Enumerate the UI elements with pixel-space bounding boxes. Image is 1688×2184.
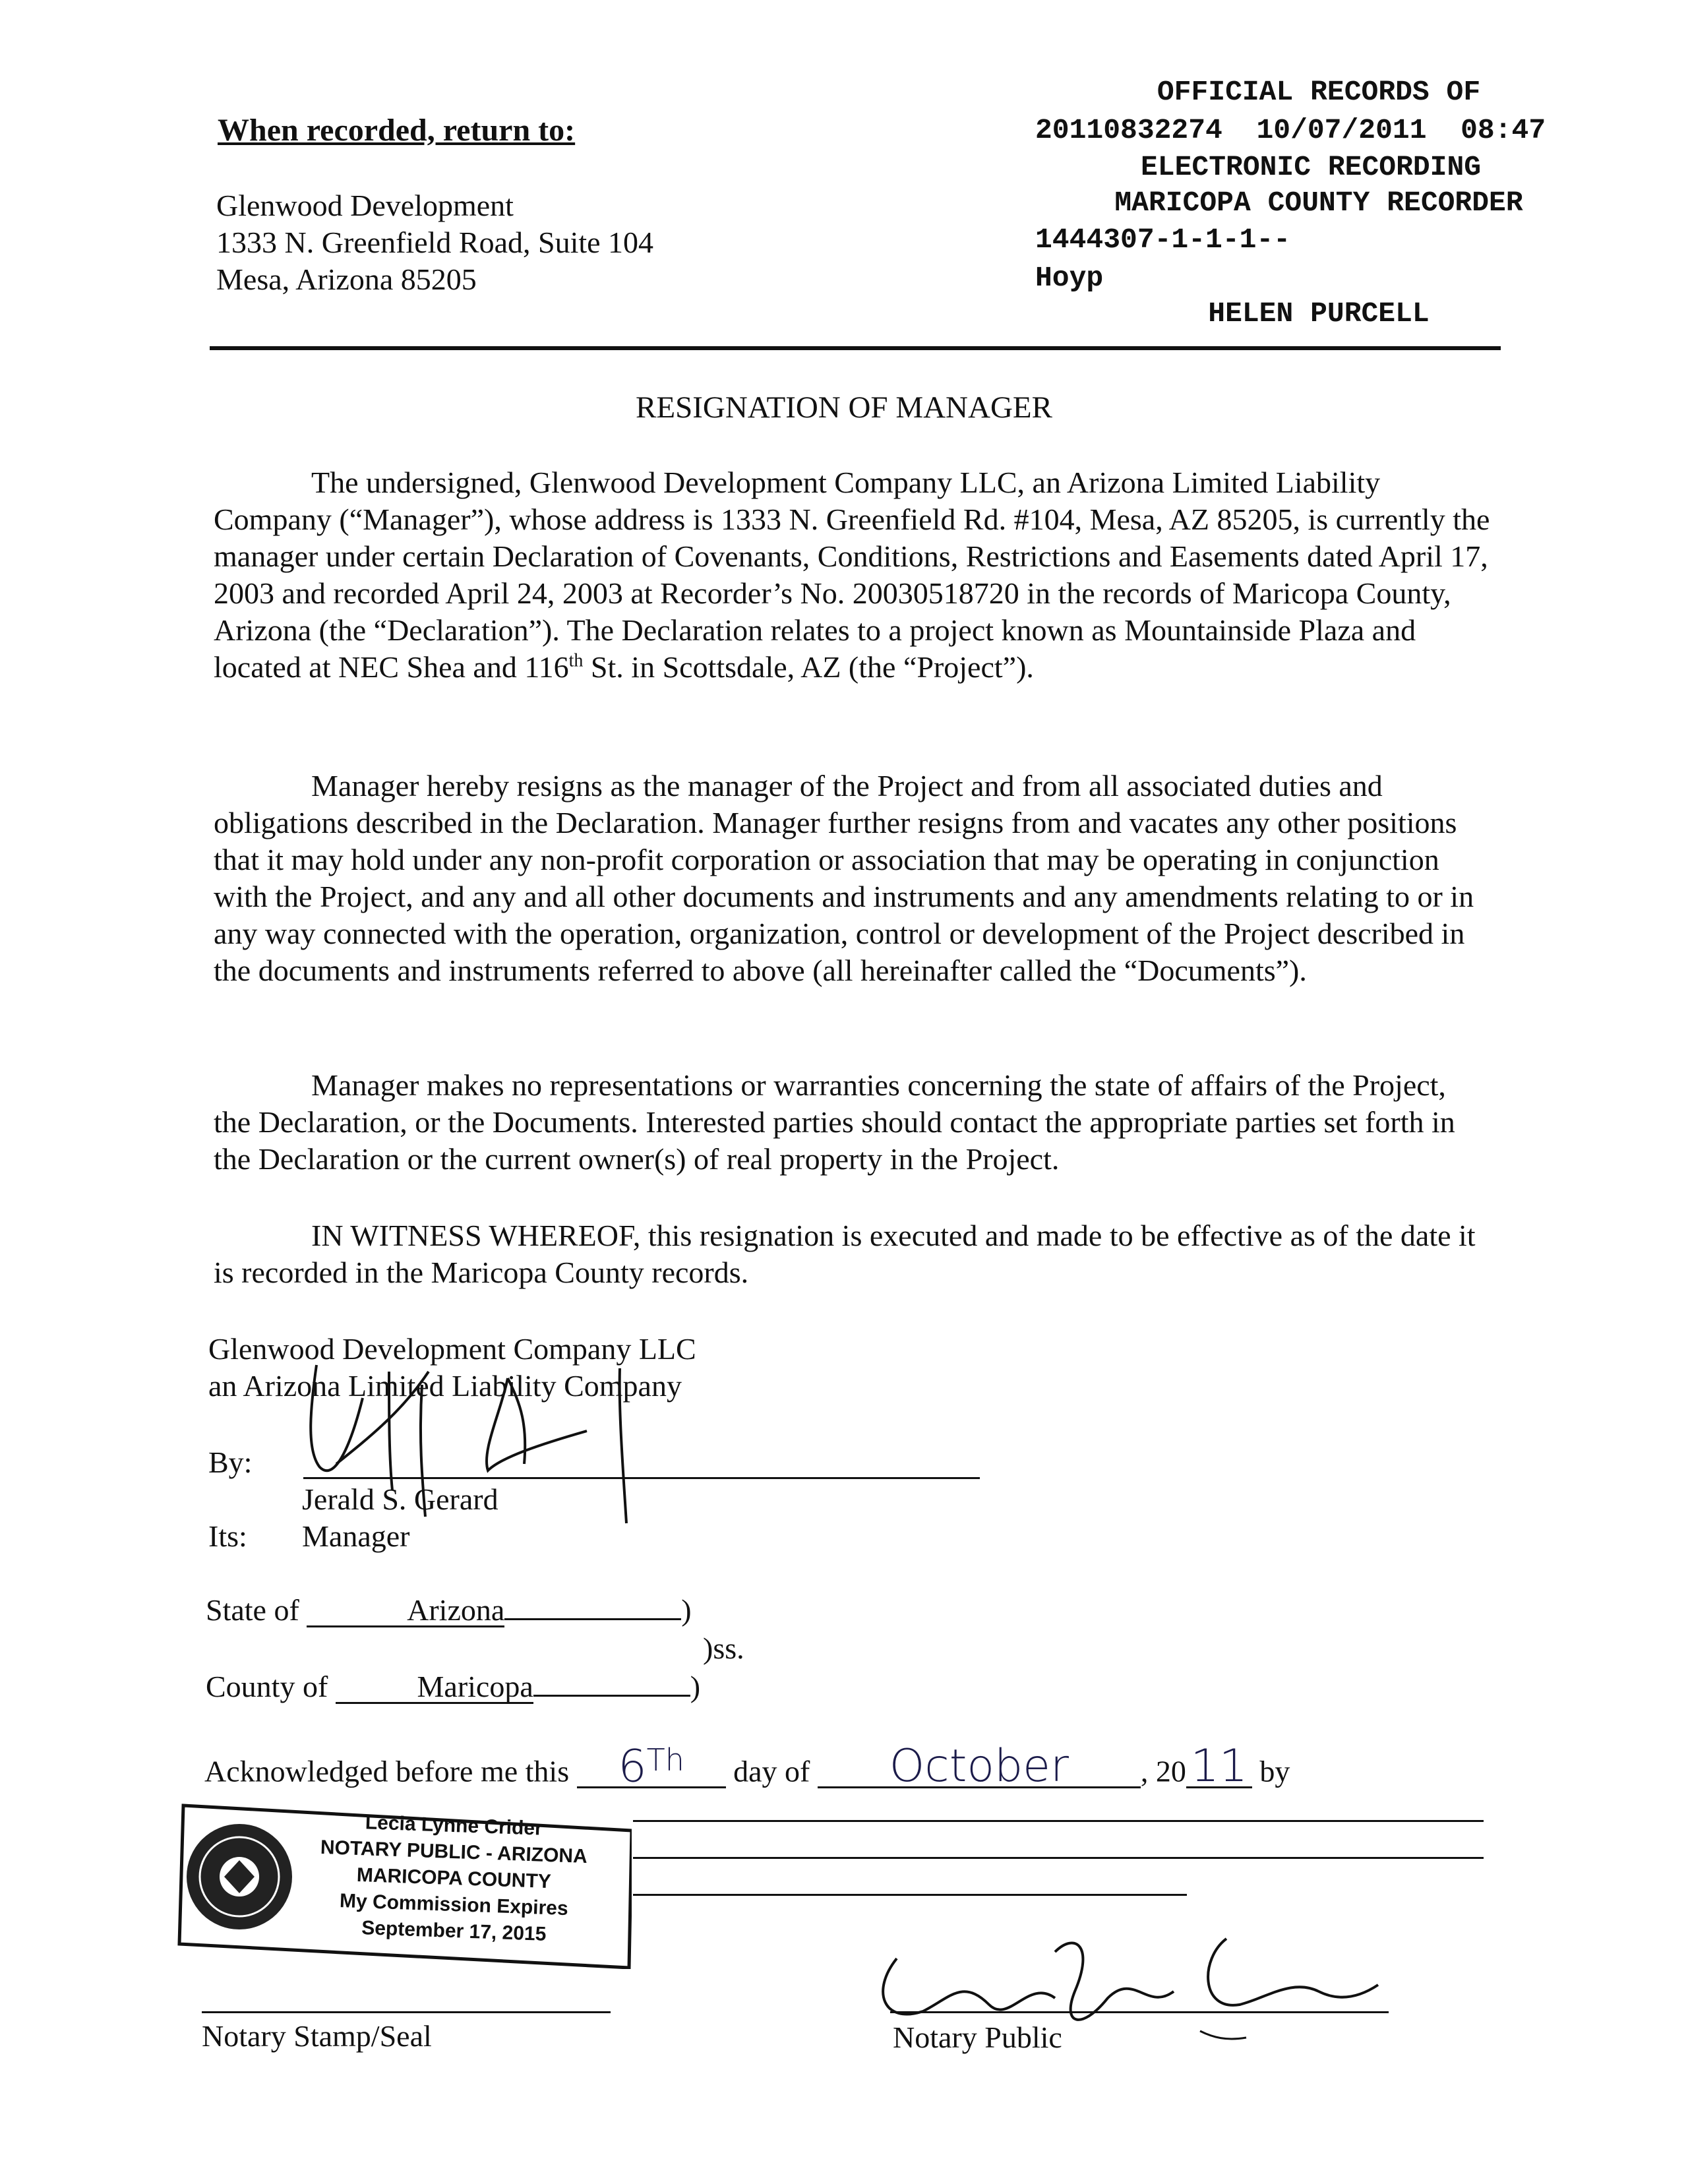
ss-label: )ss.	[703, 1631, 744, 1665]
acknowledgment-line-2	[633, 1857, 1484, 1859]
ack-day-suffix: Th	[646, 1742, 684, 1778]
paragraph-1	[214, 464, 1490, 686]
ack-month-blank	[818, 1740, 1141, 1793]
recording-code: 1444307-1-1-1--	[1035, 224, 1291, 256]
signer-title: Manager	[302, 1519, 410, 1553]
company-type: an Arizona Limited Liability Company	[208, 1369, 682, 1403]
recorder-line-3: HELEN PURCELL	[1208, 297, 1430, 330]
stamp-notary-title: NOTARY PUBLIC - ARIZONA	[320, 1836, 588, 1868]
its-label: Its:	[208, 1519, 247, 1553]
paragraph-1-text: The undersigned, Glenwood Development Company LLC, an Arizona Limited Liability Company (“Manager”), whose address is 1333 N. Greenfield Rd. #104, Mesa, AZ 85205, is currently the manager under certain Declaration of Covenants, Conditions, Restrictions and Easements dated April 17, 2003 and recorded April 24, 2003 at Recorder’s No. 20030518720 in the records of Maricopa County, Arizona (the “Declaration”). The Declaration relates to a project known as Mountainside Plaza and located at NEC Shea and 116	[214, 466, 1490, 684]
state-row	[206, 1592, 692, 1629]
stamp-commission: My Commission Expires	[339, 1889, 569, 1920]
return-address	[216, 187, 653, 298]
recording-number-date-time: 20110832274 10/07/2011 08:47	[1035, 114, 1546, 146]
stamp-expiration: September 17, 2015	[361, 1917, 547, 1945]
header-divider	[210, 346, 1501, 350]
ack-by: by	[1259, 1754, 1290, 1788]
stamp-notary-name: Lecia Lynne Crider	[365, 1811, 543, 1840]
ack-day-blank	[577, 1740, 726, 1793]
ack-day: 6	[618, 1740, 647, 1793]
ack-prefix: Acknowledged before me this	[204, 1754, 570, 1788]
paragraph-1-text-end: St. in Scottsdale, AZ (the “Project”).	[583, 650, 1034, 684]
paragraph-2	[214, 768, 1490, 989]
paragraph-3	[214, 1067, 1490, 1178]
signer-name: Jerald S. Gerard	[302, 1482, 498, 1516]
return-address-line-1: Glenwood Development	[216, 189, 514, 222]
electronic-recording-label: ELECTRONIC RECORDING	[1141, 151, 1482, 183]
county-label: County of	[206, 1670, 328, 1703]
notary-stamp	[177, 1791, 632, 1969]
ack-day-of: day of	[733, 1754, 810, 1788]
paragraph-3-text: Manager makes no representations or warranties concerning the state of affairs of the Project, the Declaration, or the Documents. Interested parties should contact the appropriate parties set forth in the Declaration or the current owner(s) of real property in the Project.	[214, 1068, 1455, 1176]
state-paren: )	[681, 1593, 692, 1627]
acknowledgment-line-1	[633, 1820, 1484, 1822]
state-blank-tail	[504, 1618, 681, 1620]
county-paren: )	[690, 1670, 701, 1703]
recorder-line-2: MARICOPA COUNTY RECORDER	[1114, 187, 1523, 219]
paragraph-2-text: Manager hereby resigns as the manager of the Project and from all associated duties and obligations described in the Declaration. Manager further resigns from and vacates any other positions that it may hold under any non-profit corporation or association that may be operating in conjunction with the Project, and any and all other documents and instruments and any amendments relating to or in any way connected with the operation, organization, control or development of the Project described in the documents and instruments referred to above (all hereinafter called the “Documents”).	[214, 769, 1474, 987]
paragraph-4	[214, 1217, 1490, 1291]
county-blank-tail	[533, 1695, 690, 1697]
acknowledgment-line-3	[633, 1894, 1187, 1896]
notary-stamp-label: Notary Stamp/Seal	[202, 2019, 432, 2053]
paragraph-4-text: IN WITNESS WHEREOF, this resignation is executed and made to be effective as of the date it is recorded in the Maricopa County records.	[214, 1219, 1476, 1289]
county-row	[206, 1668, 700, 1705]
return-address-line-2: 1333 N. Greenfield Road, Suite 104	[216, 226, 654, 259]
notary-public-line	[890, 2011, 1389, 2013]
state-label: State of	[206, 1593, 299, 1627]
manager-signature	[290, 1358, 659, 1530]
notary-stamp-line	[202, 2011, 611, 2013]
ack-year-blank	[1186, 1740, 1252, 1793]
state-value: Arizona	[307, 1595, 504, 1627]
return-to-heading: When recorded, return to:	[218, 113, 576, 148]
by-label: By:	[208, 1445, 253, 1479]
document-title: RESIGNATION OF MANAGER	[636, 390, 1052, 425]
acknowledgment-row	[204, 1740, 1290, 1793]
recorder-line-1: OFFICIAL RECORDS OF	[1157, 76, 1481, 108]
county-value: Maricopa	[336, 1672, 533, 1704]
return-address-line-3: Mesa, Arizona 85205	[216, 262, 477, 296]
ack-month: October	[889, 1740, 1069, 1793]
notary-public-label: Notary Public	[893, 2020, 1062, 2054]
stamp-county: MARICOPA COUNTY	[356, 1864, 552, 1893]
recorder-user: Hoyp	[1035, 262, 1104, 294]
company-name: Glenwood Development Company LLC	[208, 1332, 696, 1366]
ack-year: 11	[1190, 1740, 1248, 1793]
ack-year-prefix: , 20	[1140, 1754, 1186, 1788]
ordinal-superscript: th	[568, 650, 584, 671]
